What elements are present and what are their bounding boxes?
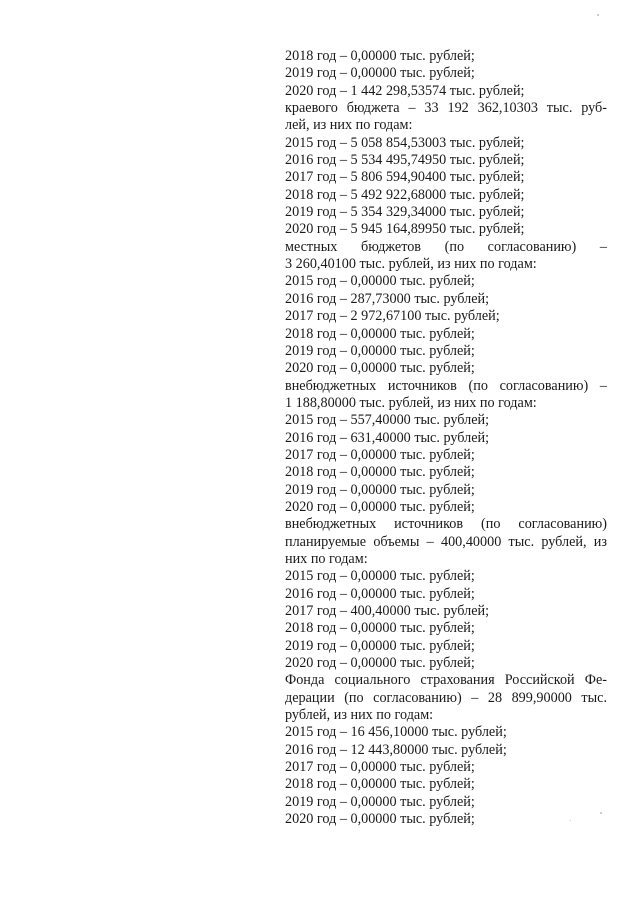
text-line: 2015 год – 0,00000 тыс. рублей; — [285, 568, 475, 585]
text-line: 2018 год – 0,00000 тыс. рублей; — [285, 325, 475, 342]
text-line: 2019 год – 0,00000 тыс. рублей; — [285, 637, 475, 654]
text-line: 2016 год – 631,40000 тыс. рублей; — [285, 429, 490, 446]
text-line: них по годам: — [285, 550, 368, 567]
text-line: 2019 год – 0,00000 тыс. рублей; — [285, 481, 475, 498]
text-line: Фонда социального страхования Российской Фе- — [285, 672, 607, 689]
text-line: внебюджетных источников (по согласованию) – — [285, 377, 607, 394]
text-line: 2016 год – 0,00000 тыс. рублей; — [285, 585, 475, 602]
text-line: 2018 год – 0,00000 тыс. рублей; — [285, 464, 475, 481]
text-line: 2015 год – 16 456,10000 тыс. рублей; — [285, 724, 507, 741]
text-line: 2015 год – 0,00000 тыс. рублей; — [285, 273, 475, 290]
text-line: 2019 год – 0,00000 тыс. рублей; — [285, 342, 475, 359]
text-line: 2019 год – 0,00000 тыс. рублей; — [285, 793, 475, 810]
text-line: краевого бюджета – 33 192 362,10303 тыс. руб- — [285, 100, 607, 117]
text-line: 1 188,80000 тыс. рублей, из них по годам: — [285, 394, 537, 411]
text-line: 2020 год – 0,00000 тыс. рублей; — [285, 360, 475, 377]
text-line: 2016 год – 5 534 495,74950 тыс. рублей; — [285, 152, 525, 169]
text-line: 2017 год – 2 972,67100 тыс. рублей; — [285, 308, 500, 325]
text-line: рублей, из них по годам: — [285, 707, 434, 724]
text-line: дерации (по согласованию) – 28 899,90000 тыс. — [285, 689, 607, 706]
text-line: 2019 год – 0,00000 тыс. рублей; — [285, 65, 475, 82]
text-line: 2019 год – 5 354 329,34000 тыс. рублей; — [285, 204, 525, 221]
text-line: 2017 год – 0,00000 тыс. рублей; — [285, 759, 475, 776]
text-line: внебюджетных источников (по согласованию) — [285, 516, 607, 533]
text-line: 2020 год – 5 945 164,89950 тыс. рублей; — [285, 221, 525, 238]
text-line: 3 260,40100 тыс. рублей, из них по годам: — [285, 256, 537, 273]
text-line: 2020 год – 0,00000 тыс. рублей; — [285, 498, 475, 515]
text-line: 2016 год – 287,73000 тыс. рублей; — [285, 290, 490, 307]
text-line: лей, из них по годам: — [285, 117, 413, 134]
text-line: 2018 год – 0,00000 тыс. рублей; — [285, 48, 475, 64]
text-line: планируемые объемы – 400,40000 тыс. рублей, из — [285, 533, 607, 550]
text-line: 2020 год – 0,00000 тыс. рублей; — [285, 811, 475, 828]
scan-speck — [597, 14, 599, 16]
text-line: 2015 год – 5 058 854,53003 тыс. рублей; — [285, 134, 525, 151]
text-line: 2020 год – 1 442 298,53574 тыс. рублей; — [285, 82, 525, 99]
text-line: 2018 год – 0,00000 тыс. рублей; — [285, 620, 475, 637]
text-line: 2015 год – 557,40000 тыс. рублей; — [285, 412, 490, 429]
text-line: 2017 год – 5 806 594,90400 тыс. рублей; — [285, 169, 525, 186]
scan-speck — [570, 820, 571, 821]
funding-text-block — [285, 48, 607, 828]
text-line: 2018 год – 5 492 922,68000 тыс. рублей; — [285, 186, 525, 203]
text-line: 2017 год – 0,00000 тыс. рублей; — [285, 446, 475, 463]
text-line: 2020 год – 0,00000 тыс. рублей; — [285, 655, 475, 672]
text-line: 2016 год – 12 443,80000 тыс. рублей; — [285, 741, 507, 758]
text-line: 2018 год – 0,00000 тыс. рублей; — [285, 776, 475, 793]
text-line: местных бюджетов (по согласованию) – — [285, 238, 607, 255]
text-line: 2017 год – 400,40000 тыс. рублей; — [285, 603, 490, 619]
scan-speck — [600, 812, 602, 814]
